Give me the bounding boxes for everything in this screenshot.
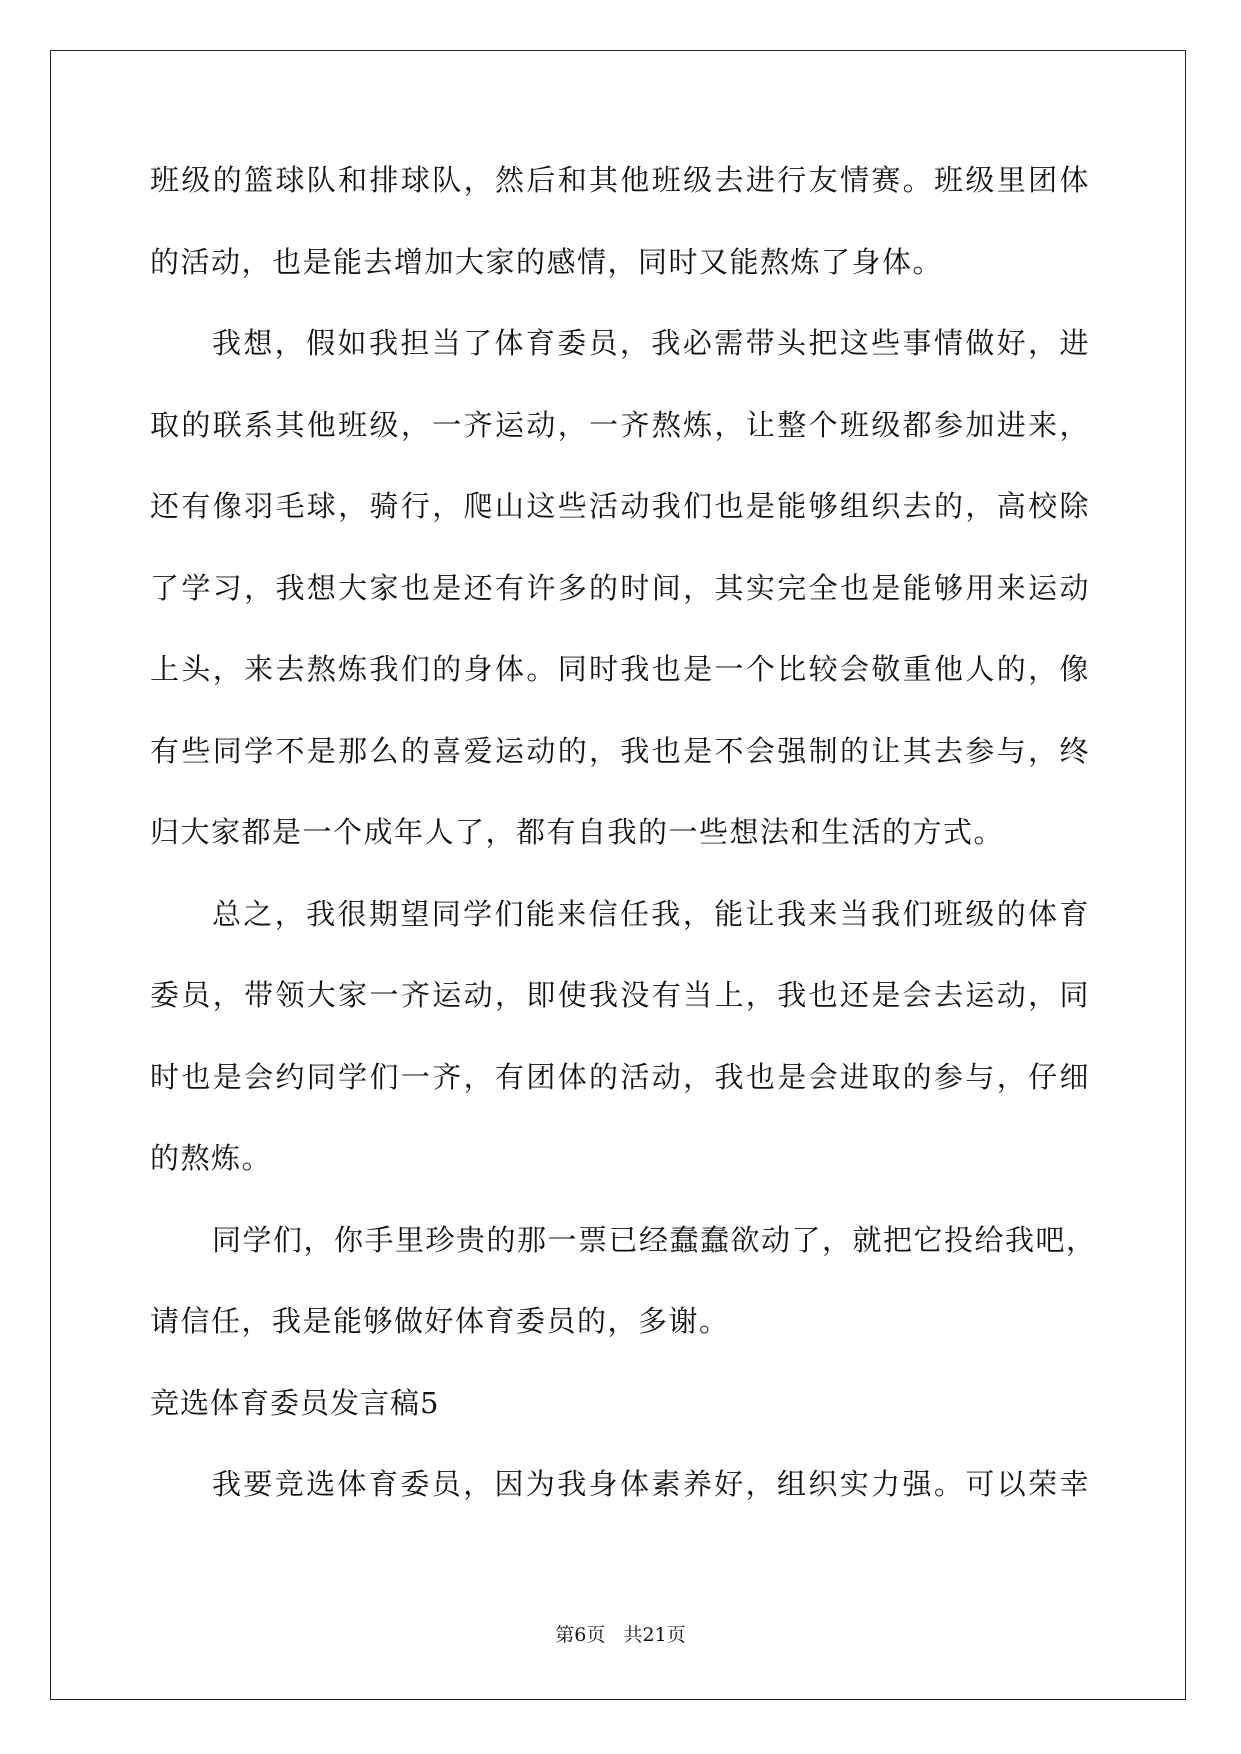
paragraph-first-line: 我想，假如我担当了体育委员，我必需带头把这些事情做好，进	[212, 326, 1090, 360]
paragraph-first-line: 我要竞选体育委员，因为我身体素养好，组织实力强。可以荣幸	[212, 1467, 1090, 1501]
text-line: 委员，带领大家一齐运动，即使我没有当上，我也还是会去运动，同	[150, 978, 1090, 1012]
page-total: 共21页	[623, 1624, 686, 1646]
text-line: 的活动，也是能去增加大家的感情，同时又能熬炼了身体。	[150, 244, 944, 279]
page-number: 第6页	[555, 1624, 606, 1646]
text-line: 时也是会约同学们一齐，有团体的活动，我也是会进取的参与，仔细	[150, 1059, 1090, 1094]
text-line: 请信任，我是能够做好体育委员的，多谢。	[150, 1304, 730, 1338]
page-footer	[0, 1620, 1241, 1647]
text-line: 还有像羽毛球，骑行，爬山这些活动我们也是能够组织去的，高校除	[150, 489, 1090, 523]
text-line: 班级的篮球队和排球队，然后和其他班级去进行友情赛。班级里团体	[150, 163, 1090, 197]
text-line: 取的联系其他班级，一齐运动，一齐熬炼，让整个班级都参加进来，	[150, 407, 1090, 442]
text-line: 了学习，我想大家也是还有许多的时间，其实完全也是能够用来运动	[150, 570, 1090, 605]
text-line: 归大家都是一个成年人了，都有自我的一些想法和生活的方式。	[150, 815, 1005, 849]
text-line: 的熬炼。	[150, 1141, 273, 1175]
paragraph-first-line: 总之，我很期望同学们能来信任我，能让我来当我们班级的体育	[212, 896, 1090, 931]
section-heading: 竞选体育委员发言稿5	[150, 1385, 440, 1420]
paragraph-first-line: 同学们，你手里珍贵的那一票已经蠢蠢欲动了，就把它投给我吧，	[212, 1222, 1097, 1257]
text-line: 上头，来去熬炼我们的身体。同时我也是一个比较会敬重他人的，像	[150, 652, 1090, 686]
document-body	[150, 160, 1097, 1546]
text-line: 有些同学不是那么的喜爱运动的，我也是不会强制的让其去参与，终	[150, 733, 1090, 768]
